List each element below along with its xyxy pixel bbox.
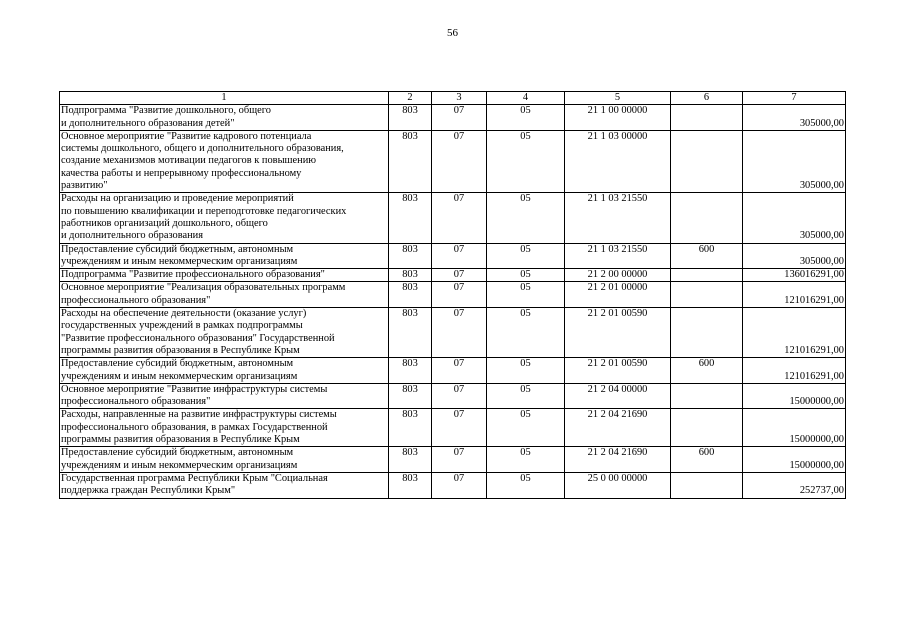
section-code: 07	[432, 193, 487, 243]
amount: 121016291,00	[743, 358, 846, 384]
row-name: Государственная программа Республики Крым "Социальная поддержка граждан Республики Крым"	[60, 472, 389, 498]
section-code: 07	[432, 282, 487, 308]
row-name: Основное мероприятие "Реализация образовательных программ профессионального образования"	[60, 282, 389, 308]
column-number: 6	[671, 92, 743, 105]
expense-type-code	[671, 269, 743, 282]
section-code: 07	[432, 472, 487, 498]
row-name: Расходы, направленные на развитие инфраструктуры системы профессионального образования, в рамках Государственной программы развития образования в Республике Крым	[60, 409, 389, 447]
expense-type-code	[671, 383, 743, 409]
amount: 15000000,00	[743, 447, 846, 473]
budget-table	[59, 91, 846, 499]
ministry-code: 803	[389, 383, 432, 409]
table-row	[60, 130, 846, 192]
ministry-code: 803	[389, 472, 432, 498]
ministry-code: 803	[389, 409, 432, 447]
subsection-code: 05	[487, 105, 565, 131]
section-code: 07	[432, 105, 487, 131]
table-row	[60, 308, 846, 358]
target-article-code: 21 1 03 00000	[565, 130, 671, 192]
subsection-code: 05	[487, 472, 565, 498]
ministry-code: 803	[389, 105, 432, 131]
section-code: 07	[432, 409, 487, 447]
target-article-code: 21 1 03 21550	[565, 193, 671, 243]
table-row	[60, 358, 846, 384]
row-name: Предоставление субсидий бюджетным, автономным учреждениям и иным некоммерческим организациям	[60, 243, 389, 269]
row-name: Предоставление субсидий бюджетным, автономным учреждениям и иным некоммерческим организациям	[60, 447, 389, 473]
amount: 15000000,00	[743, 409, 846, 447]
expense-type-code: 600	[671, 243, 743, 269]
section-code: 07	[432, 130, 487, 192]
amount: 305000,00	[743, 105, 846, 131]
amount: 121016291,00	[743, 282, 846, 308]
table-row	[60, 105, 846, 131]
table-body	[60, 92, 846, 499]
section-code: 07	[432, 358, 487, 384]
column-number: 5	[565, 92, 671, 105]
table-row	[60, 193, 846, 243]
ministry-code: 803	[389, 358, 432, 384]
column-number: 3	[432, 92, 487, 105]
target-article-code: 21 2 01 00000	[565, 282, 671, 308]
table-row	[60, 472, 846, 498]
expense-type-code	[671, 472, 743, 498]
subsection-code: 05	[487, 269, 565, 282]
expense-type-code: 600	[671, 358, 743, 384]
target-article-code: 21 2 01 00590	[565, 308, 671, 358]
amount: 252737,00	[743, 472, 846, 498]
section-code: 07	[432, 308, 487, 358]
target-article-code: 21 2 04 21690	[565, 409, 671, 447]
ministry-code: 803	[389, 243, 432, 269]
subsection-code: 05	[487, 358, 565, 384]
ministry-code: 803	[389, 269, 432, 282]
row-name: Основное мероприятие "Развитие кадрового потенциала системы дошкольного, общего и дополнительного образования, создание механизмов мотивации педагогов к повышению качества работы и непрерывному профессиональному развитию"	[60, 130, 389, 192]
column-number: 7	[743, 92, 846, 105]
ministry-code: 803	[389, 308, 432, 358]
expense-type-code	[671, 282, 743, 308]
expense-type-code	[671, 409, 743, 447]
column-number: 4	[487, 92, 565, 105]
amount: 15000000,00	[743, 383, 846, 409]
amount: 305000,00	[743, 130, 846, 192]
row-name: Предоставление субсидий бюджетным, автономным учреждениям и иным некоммерческим организациям	[60, 358, 389, 384]
table-row	[60, 243, 846, 269]
table-row	[60, 383, 846, 409]
column-number-row	[60, 92, 846, 105]
subsection-code: 05	[487, 243, 565, 269]
subsection-code: 05	[487, 409, 565, 447]
section-code: 07	[432, 383, 487, 409]
row-name: Основное мероприятие "Развитие инфраструктуры системы профессионального образования"	[60, 383, 389, 409]
subsection-code: 05	[487, 193, 565, 243]
ministry-code: 803	[389, 193, 432, 243]
row-name: Подпрограмма "Развитие профессионального образования"	[60, 269, 389, 282]
target-article-code: 21 2 04 21690	[565, 447, 671, 473]
section-code: 07	[432, 269, 487, 282]
row-name: Расходы на обеспечение деятельности (оказание услуг) государственных учреждений в рамках подпрограммы "Развитие профессионального образования" Государственной программы развития образования в Республике Крым	[60, 308, 389, 358]
ministry-code: 803	[389, 130, 432, 192]
subsection-code: 05	[487, 130, 565, 192]
ministry-code: 803	[389, 447, 432, 473]
expense-type-code: 600	[671, 447, 743, 473]
row-name: Расходы на организацию и проведение мероприятий по повышению квалификации и переподготовке педагогических работников организаций дошкольного, общего и дополнительного образования	[60, 193, 389, 243]
expense-type-code	[671, 130, 743, 192]
target-article-code: 25 0 00 00000	[565, 472, 671, 498]
section-code: 07	[432, 243, 487, 269]
expense-type-code	[671, 105, 743, 131]
target-article-code: 21 2 00 00000	[565, 269, 671, 282]
table-row	[60, 447, 846, 473]
amount: 305000,00	[743, 193, 846, 243]
ministry-code: 803	[389, 282, 432, 308]
table-row	[60, 269, 846, 282]
target-article-code: 21 2 01 00590	[565, 358, 671, 384]
page-number: 56	[447, 27, 458, 39]
subsection-code: 05	[487, 447, 565, 473]
section-code: 07	[432, 447, 487, 473]
target-article-code: 21 2 04 00000	[565, 383, 671, 409]
amount: 121016291,00	[743, 308, 846, 358]
expense-type-code	[671, 193, 743, 243]
row-name: Подпрограмма "Развитие дошкольного, общего и дополнительного образования детей"	[60, 105, 389, 131]
amount: 305000,00	[743, 243, 846, 269]
column-number: 1	[60, 92, 389, 105]
target-article-code: 21 1 03 21550	[565, 243, 671, 269]
target-article-code: 21 1 00 00000	[565, 105, 671, 131]
subsection-code: 05	[487, 308, 565, 358]
subsection-code: 05	[487, 282, 565, 308]
table-row	[60, 409, 846, 447]
amount: 136016291,00	[743, 269, 846, 282]
table-row	[60, 282, 846, 308]
subsection-code: 05	[487, 383, 565, 409]
expense-type-code	[671, 308, 743, 358]
column-number: 2	[389, 92, 432, 105]
